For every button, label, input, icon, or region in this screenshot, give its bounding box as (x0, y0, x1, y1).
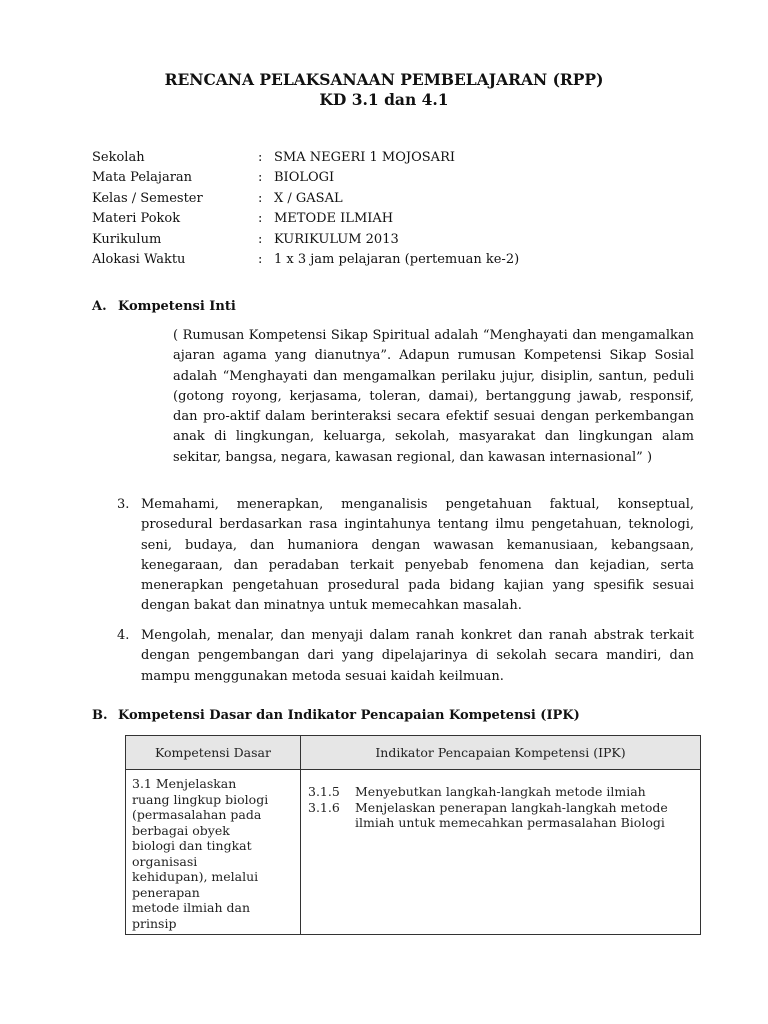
info-value: KURIKULUM 2013 (274, 231, 399, 247)
list-number: 3. (117, 497, 130, 512)
info-label: Materi Pokok (92, 211, 181, 227)
info-label: Alokasi Waktu (92, 251, 186, 267)
info-row-kelas-semester (92, 189, 519, 209)
kd-line: metode ilmiah dan (132, 900, 250, 915)
section-letter: A. (92, 299, 107, 314)
section-heading-kompetensi-inti (92, 299, 236, 314)
kd-ipk-table (125, 735, 701, 935)
info-value: METODE ILMIAH (274, 211, 394, 227)
info-label: Mata Pelajaran (92, 170, 193, 186)
section-heading-kd-ipk (92, 708, 580, 723)
info-label: Kelas / Semester (92, 190, 203, 206)
ipk-cell (301, 770, 701, 935)
ki-item-4 (117, 626, 694, 687)
ipk-text: Menyebutkan langkah-langkah metode ilmiah (355, 784, 646, 799)
kd-line: organisasi (132, 853, 198, 869)
kd-line: berbagai obyek (132, 822, 230, 838)
info-row-alokasi-waktu (92, 250, 519, 270)
table-header-row (126, 736, 701, 770)
info-row-kurikulum (92, 230, 519, 250)
header-kompetensi-dasar: Kompetensi Dasar (126, 736, 301, 770)
header-ipk: Indikator Pencapaian Kompetensi (IPK) (301, 736, 701, 770)
kd-line: penerapan (132, 884, 200, 900)
table-row (126, 770, 701, 935)
info-row-materi-pokok (92, 209, 519, 229)
section-title: Kompetensi Dasar dan Indikator Pencapaian Kompetensi (IPK) (118, 708, 580, 723)
section-letter: B. (92, 708, 108, 723)
identity-block (92, 148, 519, 270)
kd-line: kehidupan), melalui (132, 869, 259, 884)
section-title: Kompetensi Inti (118, 299, 236, 314)
info-colon: : (258, 190, 263, 206)
ipk-number: 3.1.5 (308, 784, 340, 799)
info-label: Sekolah (92, 150, 145, 165)
ipk-number: 3.1.6 (308, 799, 340, 815)
info-value: X / GASAL (274, 190, 343, 206)
ipk-item (308, 784, 696, 800)
kd-cell (126, 770, 301, 935)
kd-line: biologi dan tingkat (132, 838, 252, 853)
kd-line: 3.1 Menjelaskan (132, 776, 237, 791)
kd-line: prinsip (132, 915, 177, 931)
info-colon: : (258, 231, 263, 247)
info-colon: : (258, 251, 263, 267)
kd-line: ruang lingkup biologi (132, 791, 269, 807)
document-subtitle: KD 3.1 dan 4.1 (319, 90, 449, 109)
info-value: SMA NEGERI 1 MOJOSARI (274, 150, 455, 165)
info-value: BIOLOGI (274, 170, 335, 186)
info-colon: : (258, 170, 263, 186)
ki-intro-paragraph: ( Rumusan Kompetensi Sikap Spiritual adalah “Menghayati dan mengamalkan ajaran agama yang dianutnya”. Adapun rumusan Kompetensi Sikap Sosial adalah “Menghayati dan mengamalkan perilaku jujur, disiplin, santun, peduli (gotong royong, kerjasama, toleran, damai), bertanggung jawab, responsif, dan pro-aktif dalam berinteraksi secara efektif sesuai dengan perkembangan anak di lingkungan, keluarga, sekolah, masyarakat dan lingkungan alam sekitar, bangsa, negara, kawasan regional, dan kawasan internasional” ) (173, 328, 694, 465)
list-number: 4. (117, 628, 130, 643)
document-title: RENCANA PELAKSANAAN PEMBELAJARAN (RPP) (164, 70, 604, 89)
info-colon: : (258, 211, 263, 227)
list-text: Mengolah, menalar, dan menyaji dalam ranah konkret dan ranah abstrak terkait dengan pengembangan dari yang dipelajarinya di sekolah secara mandiri, dan mampu menggunakan metoda sesuai kaidah keilmuan. (141, 628, 694, 684)
ipk-text: Menjelaskan penerapan langkah-langkah metode ilmiah untuk memecahkan permasalahan Biologi (355, 799, 668, 830)
info-row-mata-pelajaran (92, 168, 519, 188)
kd-line: (permasalahan pada (132, 807, 262, 822)
ki-item-3 (117, 495, 694, 617)
info-row-sekolah (92, 148, 519, 168)
list-text: Memahami, menerapkan, menganalisis pengetahuan faktual, konseptual, prosedural berdasarkan rasa ingintahunya tentang ilmu pengetahuan, teknologi, seni, budaya, dan humaniora dengan wawasan kemanusiaan, kebangsaan, kenegaraan, dan peradaban terkait penyebab fenomena dan kejadian, serta menerapkan pengetahuan prosedural pada bidang kajian yang spesifik sesuai dengan bakat dan minatnya untuk memecahkan masalah. (141, 497, 694, 614)
info-label: Kurikulum (92, 231, 162, 247)
info-value: 1 x 3 jam pelajaran (pertemuan ke-2) (274, 251, 520, 267)
info-colon: : (258, 150, 263, 165)
ipk-item (308, 800, 696, 831)
